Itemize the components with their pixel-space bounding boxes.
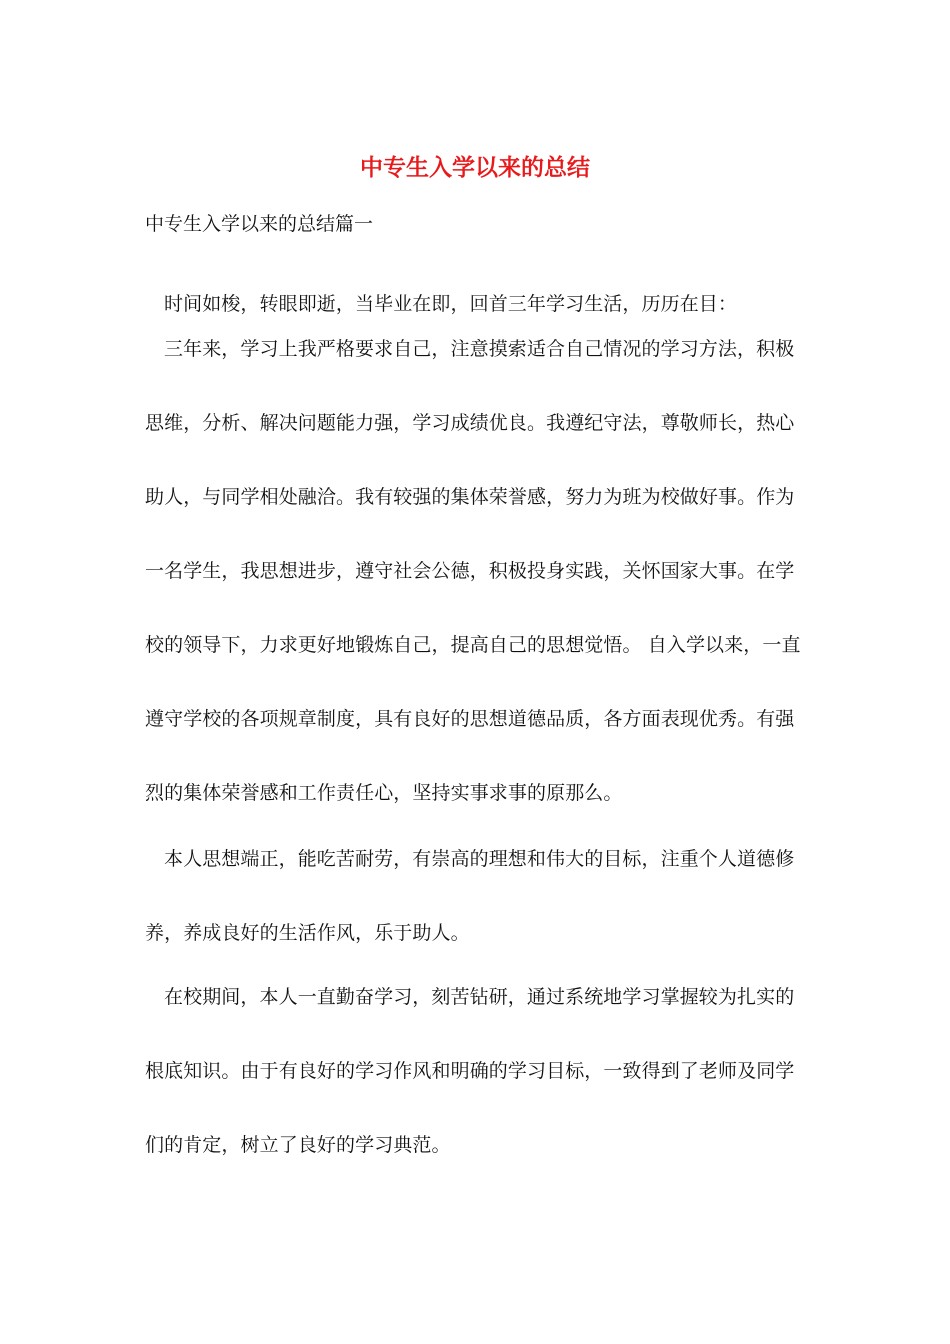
document-title: 中专生入学以来的总结 bbox=[360, 154, 590, 181]
paragraph-study-conduct: 三年来，学习上我严格要求自己，注意摸索适合自己情况的学习方法，积极思维，分析、解决问题能力强，学习成绩优良。我遵纪守法，尊敬师长，热心助人，与同学相处融洽。我有较强的集体荣誉感，努力为班为校做好事。作为一名学生，我思想进步，遵守社会公德，积极投身实践，关怀国家大事。在学校的领导下，力求更好地锻炼自己，提高自己的思想觉悟。 自入学以来，一直遵守学校的各项规章制度，具有良好的思想道德品质，各方面表现优秀。有强烈的集体荣誉感和工作责任心，坚持实事求事的原那么。 bbox=[145, 338, 801, 804]
paragraph-character: 本人思想端正，能吃苦耐劳，有崇高的理想和伟大的目标，注重个人道德修养，养成良好的生活作风，乐于助人。 bbox=[145, 848, 795, 944]
section-heading: 中专生入学以来的总结篇一 bbox=[145, 213, 374, 235]
paragraph-intro: 时间如梭，转眼即逝，当毕业在即，回首三年学习生活，历历在目： bbox=[164, 293, 738, 315]
paragraph-school-period: 在校期间，本人一直勤奋学习，刻苦钻研，通过系统地学习掌握较为扎实的根底知识。由于有良好的学习作风和明确的学习目标，一致得到了老师及同学们的肯定，树立了良好的学习典范。 bbox=[145, 986, 795, 1156]
